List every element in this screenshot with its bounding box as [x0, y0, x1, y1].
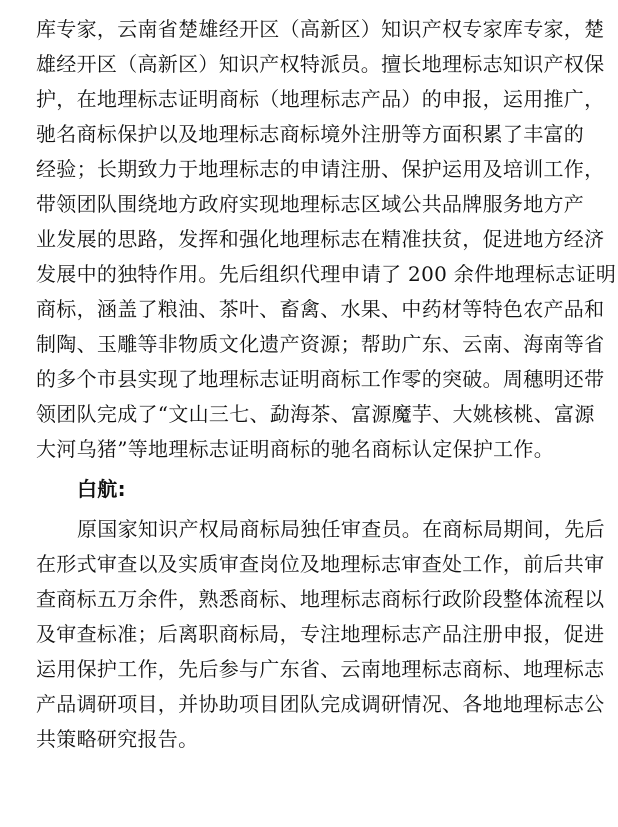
- paragraph-line: 在形式审查以及实质审查岗位及地理标志审查处工作，前后共审: [36, 552, 605, 576]
- paragraph-line: 领团队完成了“文山三七、勐海茶、富源魔芋、大姚核桃、富源: [36, 402, 595, 426]
- paragraph-line: 运用保护工作，先后参与广东省、云南地理标志商标、地理标志: [36, 657, 605, 681]
- section-heading: 白航:: [77, 477, 126, 501]
- paragraph-line: 护，在地理标志证明商标（地理标志产品）的申报，运用推广，: [36, 87, 605, 111]
- paragraph-line: 产品调研项目，并协助项目团队完成调研情况、各地地理标志公: [36, 692, 605, 716]
- paragraph-line: 查商标五万余件，熟悉商标、地理标志商标行政阶段整体流程以: [36, 587, 605, 611]
- paragraph-line: 驰名商标保护以及地理标志商标境外注册等方面积累了丰富的: [36, 122, 585, 146]
- paragraph-line: 及审查标准；后离职商标局，专注地理标志产品注册申报，促进: [36, 622, 605, 646]
- paragraph-line: 业发展的思路，发挥和强化地理标志在精准扶贫，促进地方经济: [36, 227, 605, 251]
- paragraph-line: 商标，涵盖了粮油、茶叶、畜禽、水果、中药材等特色农产品和: [36, 297, 605, 321]
- paragraph-line: 库专家，云南省楚雄经开区（高新区）知识产权专家库专家，楚: [36, 17, 605, 41]
- paragraph-line: 原国家知识产权局商标局独任审查员。在商标局期间，先后: [77, 517, 605, 541]
- paragraph-bai-hang: [36, 512, 605, 757]
- paragraph-line: 的多个市县实现了地理标志证明商标工作零的突破。周穗明还带: [36, 367, 605, 391]
- paragraph-line: 雄经开区（高新区）知识产权特派员。擅长地理标志知识产权保: [36, 52, 605, 76]
- paragraph-line: 发展中的独特作用。先后组织代理申请了 200 余件地理标志证明: [36, 262, 617, 286]
- paragraph-line: 制陶、玉雕等非物质文化遗产资源；帮助广东、云南、海南等省: [36, 332, 605, 356]
- paragraph-line: 经验；长期致力于地理标志的申请注册、保护运用及培训工作，: [36, 157, 605, 181]
- paragraph-zhou-suiming: [36, 12, 617, 467]
- document-page: [36, 12, 617, 757]
- paragraph-line: 大河乌猪”等地理标志证明商标的驰名商标认定保护工作。: [36, 437, 555, 461]
- paragraph-line: 带领团队围绕地方政府实现地理标志区域公共品牌服务地方产: [36, 192, 585, 216]
- paragraph-line: 共策略研究报告。: [36, 727, 199, 751]
